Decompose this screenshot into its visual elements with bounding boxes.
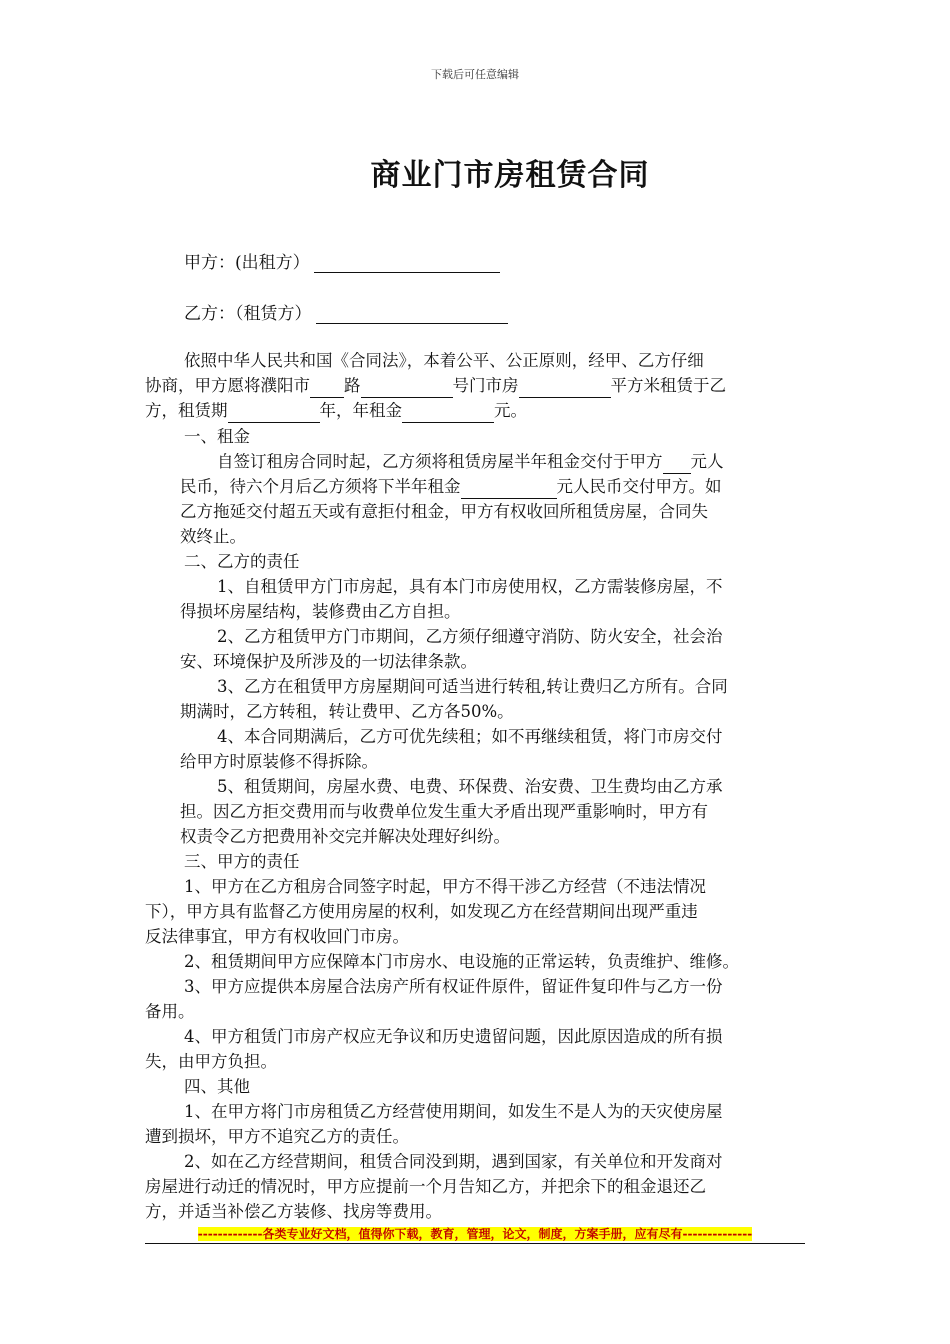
intro-line-3: 方，租赁期 年，年租金 元。 bbox=[145, 398, 527, 423]
party-a-line bbox=[184, 248, 500, 273]
s3-item-3b: 备用。 bbox=[145, 1002, 195, 1021]
s2-item-3b: 期满时，乙方转租，转让费甲、乙方各50%。 bbox=[180, 702, 514, 721]
s4-item-2b: 房屋进行动迁的情况时，甲方应提前一个月告知乙方，并把余下的租金退还乙 bbox=[145, 1177, 706, 1196]
s3-item-4a: 4、甲方租赁门市房产权应无争议和历史遗留问题，因此原因造成的所有损 bbox=[184, 1027, 723, 1046]
blank-second-half-rent bbox=[461, 481, 557, 499]
party-a-blank bbox=[314, 254, 500, 273]
s4-item-2c: 方，并适当补偿乙方装修、找房等费用。 bbox=[145, 1202, 442, 1221]
s2-item-1a: 1、自租赁甲方门市房起，具有本门市房使用权，乙方需装修房屋，不 bbox=[217, 577, 723, 596]
footer-divider bbox=[145, 1243, 805, 1244]
s1-line-1: 自签订租房合同时起，乙方须将租赁房屋半年租金交付于甲方 元人 bbox=[217, 449, 724, 474]
blank-rent bbox=[402, 405, 494, 423]
blank-road bbox=[310, 380, 344, 398]
s4-item-1b: 遭到损坏，甲方不追究乙方的责任。 bbox=[145, 1127, 409, 1146]
document-title: 商业门市房租赁合同 bbox=[370, 158, 650, 193]
section-1-heading: 一、租金 bbox=[184, 427, 250, 446]
s3-item-3a: 3、甲方应提供本房屋合法房产所有权证件原件，留证件复印件与乙方一份 bbox=[184, 977, 723, 996]
s2-item-2b: 安、环境保护及所涉及的一切法律条款。 bbox=[180, 652, 477, 671]
s3-item-1b: 下），甲方具有监督乙方使用房屋的权利，如发现乙方在经营期间出现严重违 bbox=[145, 902, 698, 921]
blank-term bbox=[228, 405, 320, 423]
intro-line-1: 依照中华人民共和国《合同法》，本着公平、公正原则，经甲、乙方仔细 bbox=[184, 351, 704, 370]
footer-text: -------------各类专业好文档，值得你下载，教育，管理，论文，制度，方案手册，应有尽有-------------- bbox=[197, 1227, 753, 1241]
section-3-heading: 三、甲方的责任 bbox=[184, 852, 300, 871]
s3-item-4b: 失，由甲方负担。 bbox=[145, 1052, 277, 1071]
party-b-blank bbox=[316, 305, 508, 324]
s2-item-1b: 得损坏房屋结构，装修费由乙方自担。 bbox=[180, 602, 461, 621]
party-b-line bbox=[184, 299, 508, 324]
s2-item-4b: 给甲方时原装修不得拆除。 bbox=[180, 752, 378, 771]
s1-line-4: 效终止。 bbox=[180, 527, 246, 546]
s2-item-5a: 5、租赁期间，房屋水费、电费、环保费、治安费、卫生费均由乙方承 bbox=[217, 777, 723, 796]
blank-number bbox=[361, 380, 453, 398]
footer-banner bbox=[145, 1225, 805, 1242]
s1-line-3: 乙方拖延交付超五天或有意拒付租金，甲方有权收回所租赁房屋，合同失 bbox=[180, 502, 708, 521]
s4-item-1a: 1、在甲方将门市房租赁乙方经营使用期间，如发生不是人为的天灾使房屋 bbox=[184, 1102, 723, 1121]
s4-item-2a: 2、如在乙方经营期间，租赁合同没到期，遇到国家，有关单位和开发商对 bbox=[184, 1152, 723, 1171]
blank-half-rent bbox=[663, 456, 691, 474]
s2-item-2a: 2、乙方租赁甲方门市期间，乙方须仔细遵守消防、防火安全，社会治 bbox=[217, 627, 723, 646]
s3-item-2: 2、租赁期间甲方应保障本门市房水、电设施的正常运转，负责维护、维修。 bbox=[184, 952, 739, 971]
s2-item-5c: 权责令乙方把费用补交完并解决处理好纠纷。 bbox=[180, 827, 510, 846]
s1-line-2: 民币，待六个月后乙方须将下半年租金 元人民币交付甲方。如 bbox=[180, 474, 722, 499]
header-note: 下载后可任意编辑 bbox=[431, 68, 519, 81]
section-2-heading: 二、乙方的责任 bbox=[184, 552, 300, 571]
s2-item-3a: 3、乙方在租赁甲方房屋期间可适当进行转租,转让费归乙方所有。合同 bbox=[217, 677, 728, 696]
party-b-label: 乙方：（租赁方） bbox=[184, 304, 312, 324]
intro-line-2: 协商，甲方愿将濮阳市 路 号门市房 平方米租赁于乙 bbox=[145, 373, 726, 398]
section-4-heading: 四、其他 bbox=[184, 1077, 250, 1096]
party-a-label: 甲方：(出租方） bbox=[184, 253, 310, 273]
s3-item-1a: 1、甲方在乙方租房合同签字时起，甲方不得干涉乙方经营（不违法情况 bbox=[184, 877, 706, 896]
blank-area bbox=[519, 380, 611, 398]
s2-item-5b: 担。因乙方拒交费用而与收费单位发生重大矛盾出现严重影响时，甲方有 bbox=[180, 802, 708, 821]
s3-item-1c: 反法律事宜，甲方有权收回门市房。 bbox=[145, 927, 409, 946]
s2-item-4a: 4、本合同期满后，乙方可优先续租；如不再继续租赁，将门市房交付 bbox=[217, 727, 723, 746]
